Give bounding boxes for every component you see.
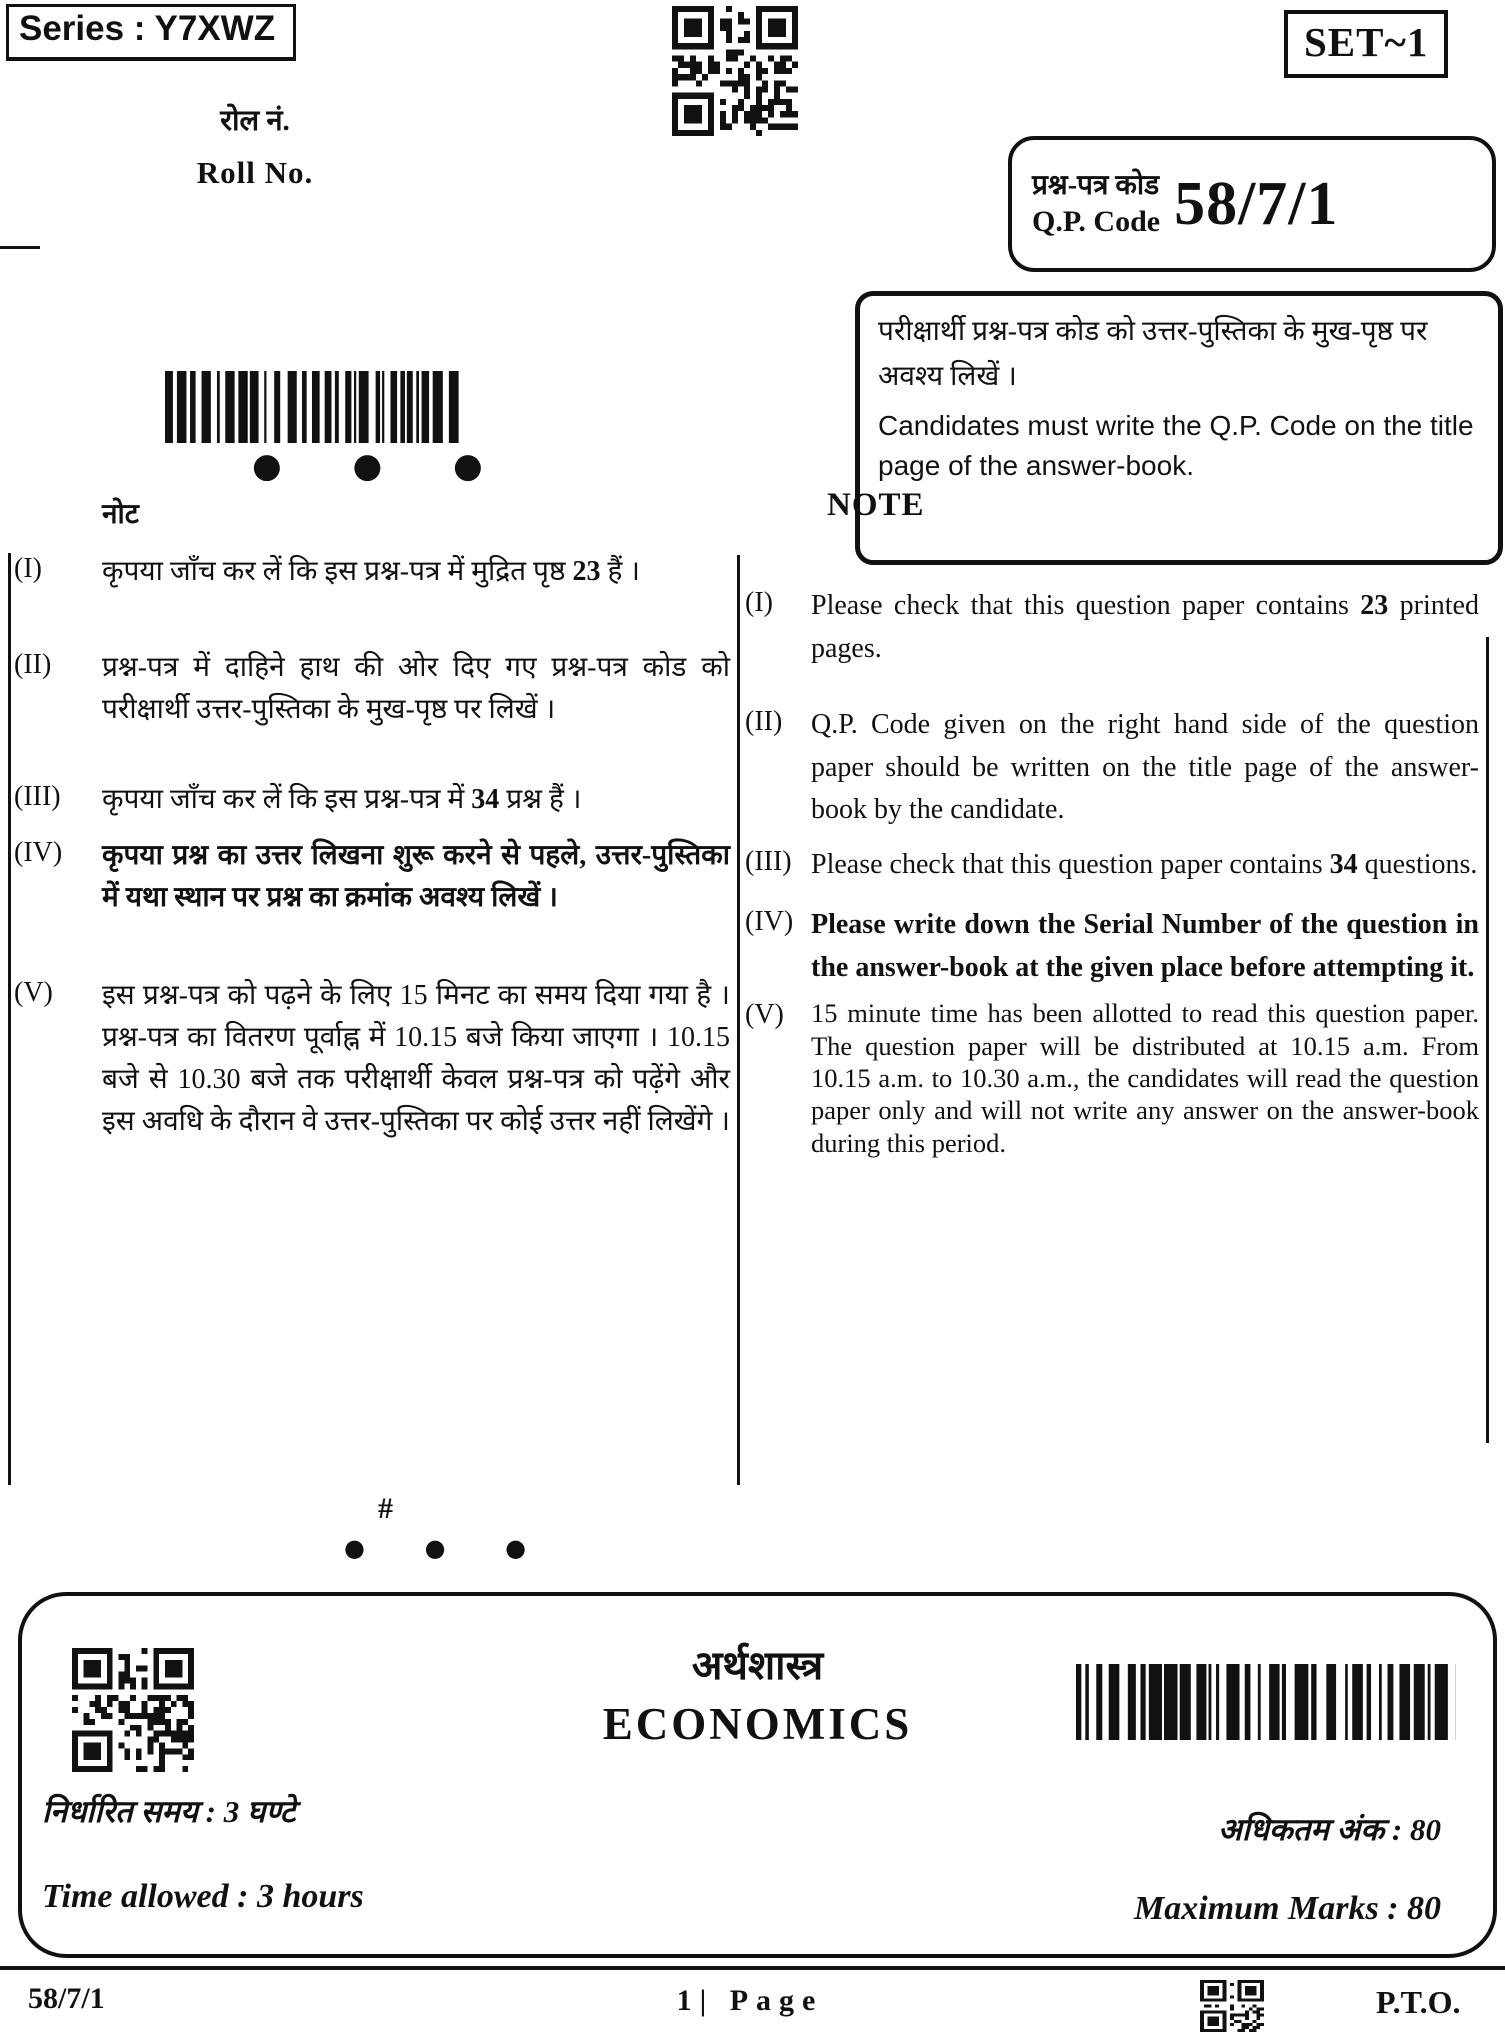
maximum-marks-english: Maximum Marks : 80 (1134, 1890, 1441, 1928)
note-item-text: Please check that this question paper contains 34 questions. (811, 844, 1479, 887)
set-number-box: SET~1 (1284, 10, 1448, 78)
time-allowed-hindi: निर्धारित समय : 3 घण्टे (42, 1790, 295, 1832)
series-code-box: Series : Y7XWZ (6, 4, 296, 61)
roll-number-block (120, 100, 390, 191)
candidates-instruction-hindi: परीक्षार्थी प्रश्न-पत्र कोड को उत्तर-पुस्तिका के मुख-पृष्ठ पर अवश्य लिखें । (878, 310, 1482, 400)
hash-mark: # (378, 1492, 393, 1526)
dots-separator: ● ● ● (344, 1534, 552, 1562)
left-margin-rule (0, 246, 40, 249)
note-item (745, 904, 1479, 989)
note-item-text: कृपया प्रश्न का उत्तर लिखना शुरू करने से पहले, उत्तर-पुस्तिका में यथा स्थान पर प्रश्न का क्रमांक अवश्य लिखें । (102, 835, 730, 919)
note-item-label: (III) (745, 844, 811, 878)
roll-label-hindi: रोल नं. (120, 100, 390, 139)
note-item (745, 585, 1479, 670)
note-item (745, 997, 1479, 1159)
notes-column-hindi (14, 545, 730, 1143)
footer-page-number: 1| Page (560, 1984, 940, 2018)
qr-code-icon (672, 6, 798, 136)
note-item-label: (I) (745, 585, 811, 619)
notes-column-english (745, 545, 1479, 1159)
note-item-label: (II) (14, 647, 102, 681)
barcode (165, 371, 463, 443)
note-item (745, 844, 1479, 887)
note-item (14, 647, 730, 731)
notes-column-divider (737, 555, 740, 1485)
time-allowed-english: Time allowed : 3 hours (42, 1878, 364, 1916)
footer-paper-code: 58/7/1 (28, 1982, 105, 2016)
note-item (14, 779, 730, 821)
note-item-label: (I) (14, 551, 102, 585)
qp-code-box (1008, 136, 1496, 272)
note-item-text: इस प्रश्न-पत्र को पढ़ने के लिए 15 मिनट का समय दिया गया है । प्रश्न-पत्र का वितरण पूर्वाह्न में 10.15 बजे किया जाएगा । 10.15 बजे से 10.30 बजे तक परीक्षार्थी केवल प्रश्न-पत्र को पढ़ेंगे और इस अवधि के दौरान वे उत्तर-पुस्तिका पर कोई उत्तर नहीं लिखेंगे । (102, 975, 730, 1143)
note-item-text: प्रश्न-पत्र में दाहिने हाथ की ओर दिए गए प्रश्न-पत्र कोड को परीक्षार्थी उत्तर-पुस्तिका के मुख-पृष्ठ पर लिखें । (102, 647, 730, 731)
note-item (14, 835, 730, 919)
barcode (1076, 1664, 1456, 1740)
note-item-text: Q.P. Code given on the right hand side of the question paper should be written on the title page of the answer-book by the candidate. (811, 704, 1479, 832)
note-item-label: (V) (14, 975, 102, 1009)
notes-section (0, 545, 1505, 1490)
qp-code-label-hindi: प्रश्न-पत्र कोड (1032, 168, 1160, 203)
note-item-text: Please write down the Serial Number of the question in the answer-book at the given place before attempting it. (811, 904, 1479, 989)
footer-pto-label: P.T.O. (1376, 1984, 1460, 2021)
note-heading-english: NOTE (827, 487, 925, 524)
note-item-label: (IV) (14, 835, 102, 869)
footer-rule (0, 1966, 1505, 1970)
note-item-label: (III) (14, 779, 102, 813)
candidates-instruction-english: Candidates must write the Q.P. Code on the title page of the answer-book. (878, 406, 1482, 487)
subject-title-box (18, 1592, 1497, 1958)
note-item-label: (V) (745, 997, 811, 1031)
note-item-label: (IV) (745, 904, 811, 938)
dots-separator: ● ● ● (252, 446, 513, 486)
subject-title-hindi: अर्थशास्त्र (22, 1636, 1493, 1691)
subject-title-english: ECONOMICS (22, 1698, 1493, 1750)
qp-code-label-english: Q.P. Code (1032, 203, 1160, 241)
note-heading-hindi: नोट (102, 494, 139, 532)
qp-code-value: 58/7/1 (1174, 169, 1338, 240)
note-item (14, 975, 730, 1143)
note-item-text: 15 minute time has been allotted to read this question paper. The question paper will be distributed at 10.15 a.m. From 10.15 a.m. to 10.30 a.m., the candidates will read the question paper only and will not write any answer on the answer-book during this period. (811, 997, 1479, 1159)
roll-label-english: Roll No. (120, 155, 390, 191)
note-item-text: Please check that this question paper contains 23 printed pages. (811, 585, 1479, 670)
note-item-label: (II) (745, 704, 811, 738)
qp-code-labels (1032, 168, 1160, 241)
note-item (14, 551, 730, 593)
maximum-marks-hindi: अधिकतम अंक : 80 (1218, 1808, 1441, 1850)
qr-code-icon (1200, 1980, 1264, 2032)
candidates-instruction-box (855, 291, 1503, 565)
note-item-text: कृपया जाँच कर लें कि इस प्रश्न-पत्र में मुद्रित पृष्ठ 23 हैं । (102, 551, 730, 593)
note-item-text: कृपया जाँच कर लें कि इस प्रश्न-पत्र में 34 प्रश्न हैं । (102, 779, 730, 821)
note-item (745, 704, 1479, 832)
notes-left-border (8, 553, 11, 1485)
notes-right-border (1486, 637, 1489, 1443)
